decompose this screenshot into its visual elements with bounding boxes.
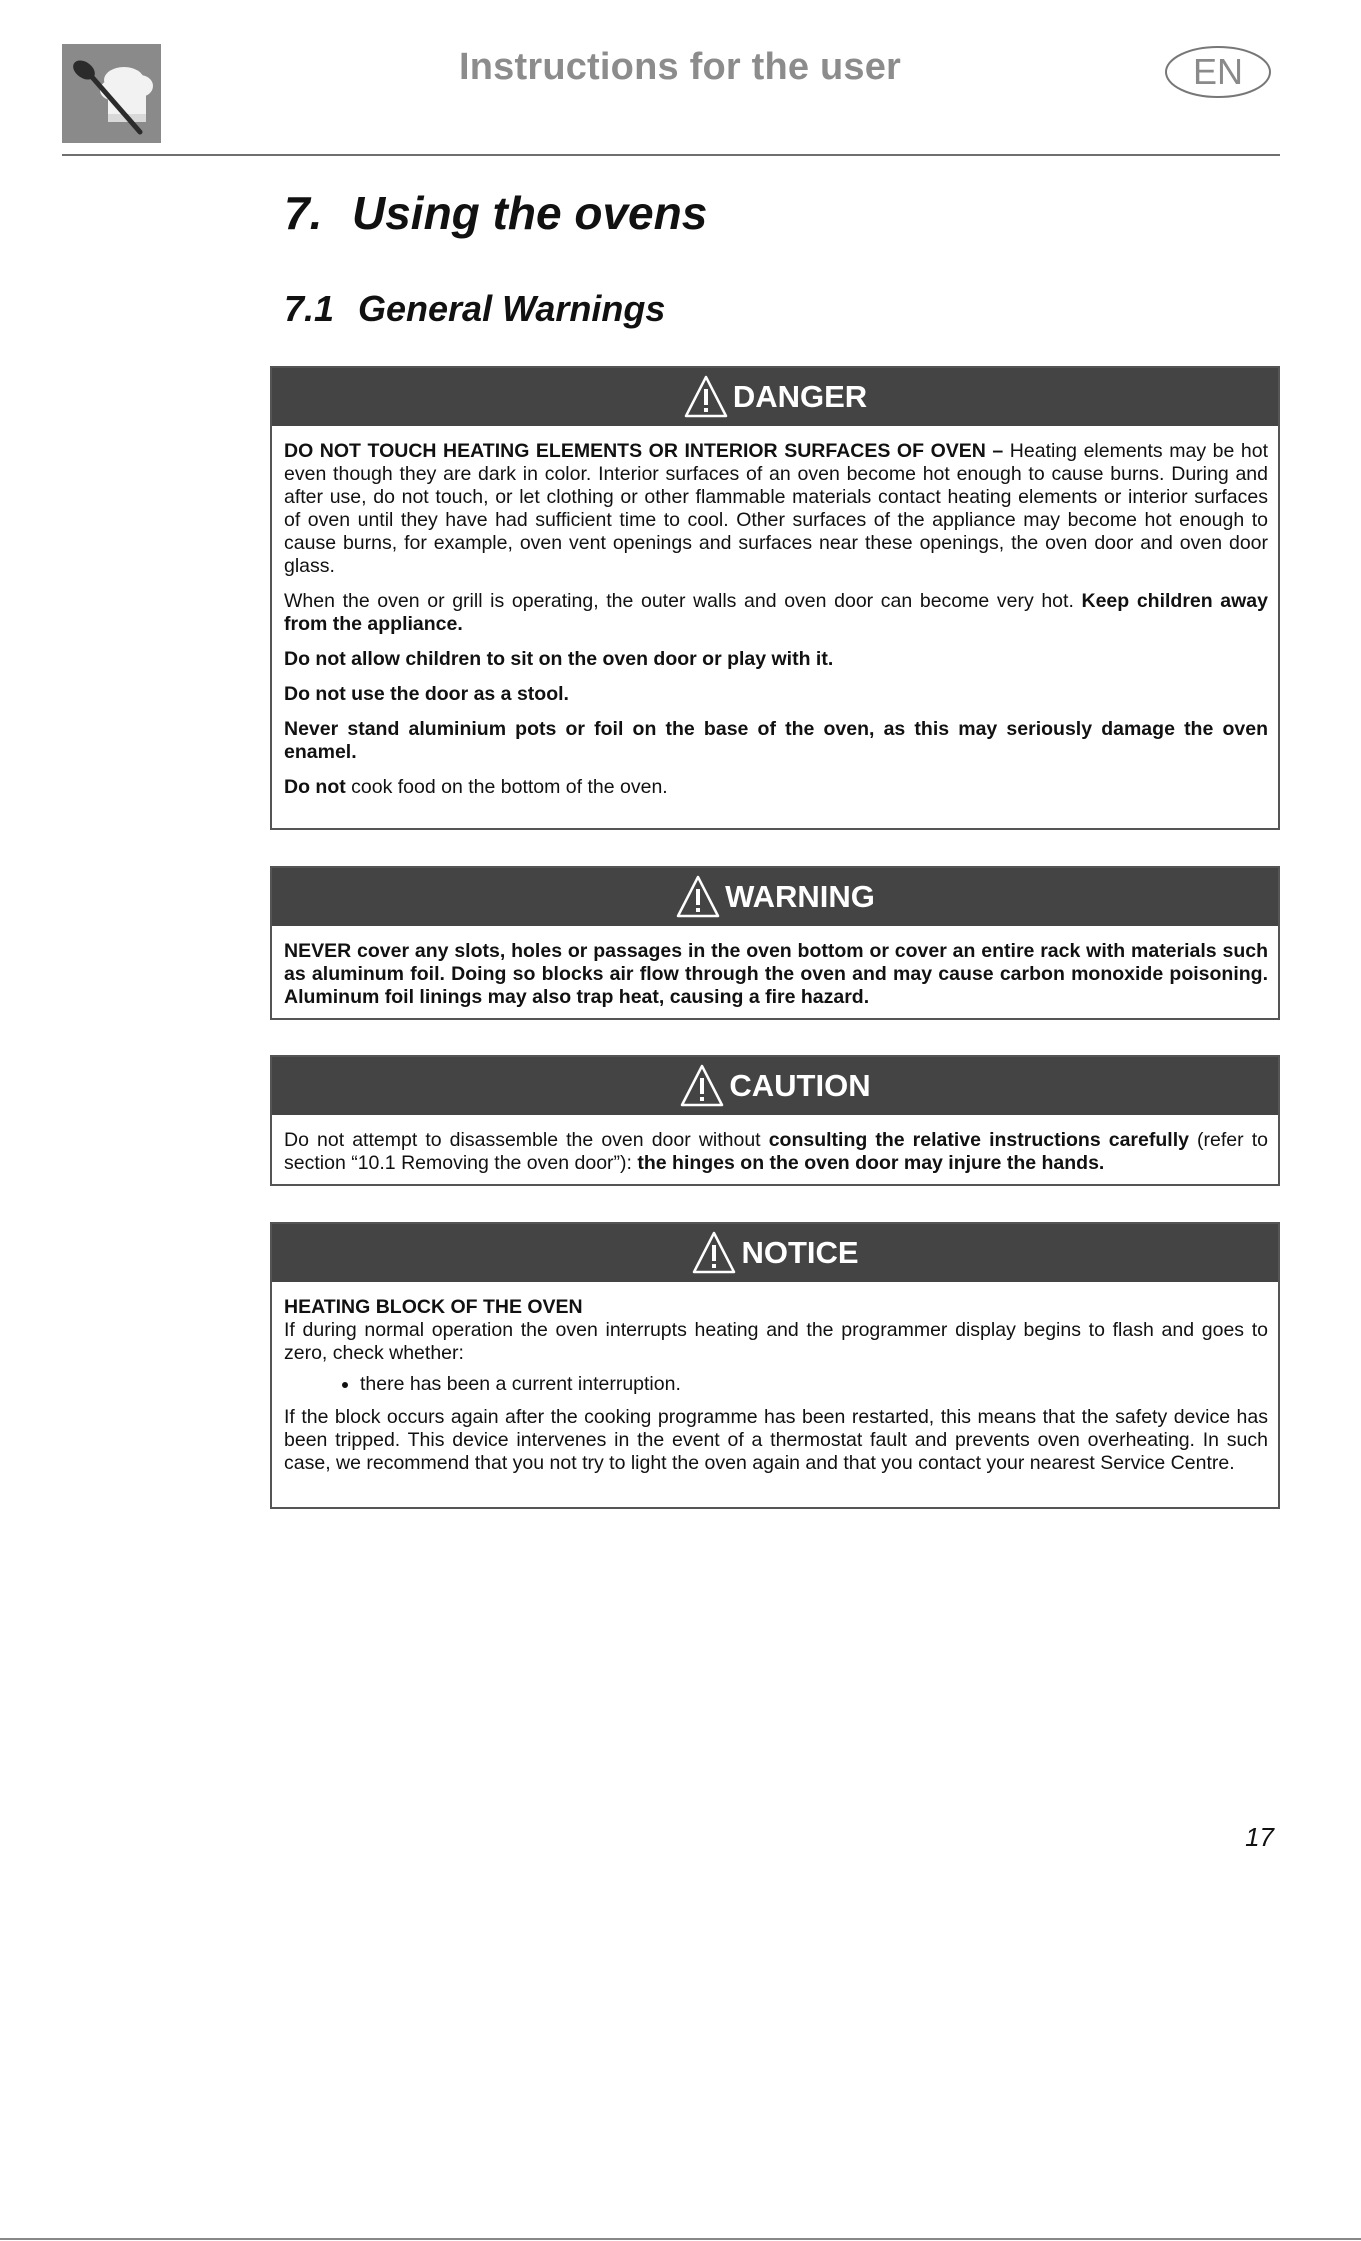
- subsection-heading: [284, 288, 665, 330]
- danger-p1-bold: DO NOT TOUCH HEATING ELEMENTS OR INTERIOR SURFACES OF OVEN –: [284, 440, 1004, 462]
- danger-paragraph: Do not allow children to sit on the oven door or play with it.: [284, 648, 834, 670]
- warning-box: [270, 866, 1280, 1020]
- danger-body: [272, 426, 1278, 809]
- bottom-divider: [0, 2238, 1361, 2240]
- warning-label: WARNING: [725, 879, 875, 914]
- caution-label: CAUTION: [729, 1068, 871, 1103]
- warning-body: [272, 926, 1278, 1019]
- section-heading: [284, 186, 707, 240]
- caution-t1: Do not attempt to disassemble the oven door without: [284, 1129, 769, 1151]
- notice-box: [270, 1222, 1280, 1509]
- danger-paragraph: [284, 440, 1268, 578]
- caution-header: [272, 1057, 1278, 1115]
- page-number: 17: [1245, 1822, 1274, 1852]
- notice-paragraph: If the block occurs again after the cooking programme has been restarted, this means that the safety device has been tripped. This device intervenes in the event of a thermostat fault and prevents oven overheating. In such case, we recommend that you not try to light the oven again and that you contact your nearest Service Centre.: [284, 1406, 1268, 1474]
- warning-triangle-icon: [691, 1230, 737, 1276]
- subsection-number: 7.1: [284, 288, 335, 329]
- danger-box: [270, 366, 1280, 830]
- caution-box: [270, 1055, 1280, 1186]
- notice-body: [272, 1282, 1278, 1493]
- warning-triangle-icon: [675, 874, 721, 920]
- list-item: • there has been a current interruption.: [360, 1373, 1268, 1396]
- danger-p2-text: When the oven or grill is operating, the outer walls and oven door can become very hot.: [284, 590, 1082, 612]
- notice-paragraph: If during normal operation the oven interrupts heating and the programmer display begins to flash and goes to zero, check whether:: [284, 1319, 1268, 1364]
- notice-bullet-list: [284, 1373, 1268, 1396]
- section-number: 7.: [284, 187, 323, 239]
- notice-label: NOTICE: [741, 1235, 859, 1270]
- danger-p6-bold: Do not: [284, 776, 346, 798]
- danger-p1-text: Heating elements may be hot even though they are dark in color. Interior surfaces of an oven become hot enough to cause burns. During and after use, do not touch, or let clothing or other flammable materials contact heating elements or interior surfaces of oven until they have had sufficient time to cool. Other surfaces of the appliance may become hot enough to cause burns, for example, oven vent openings and surfaces near these openings, the oven door and oven door glass.: [284, 440, 1268, 577]
- language-code: EN: [1192, 51, 1243, 92]
- danger-header: [272, 368, 1278, 426]
- danger-label: DANGER: [732, 379, 868, 414]
- header-divider: [62, 154, 1280, 156]
- caution-body: [272, 1115, 1278, 1185]
- language-badge: [1163, 44, 1273, 100]
- warning-paragraph: NEVER cover any slots, holes or passages in the oven bottom or cover an entire rack with materials such as aluminum foil. Doing so blocks air flow through the oven and may cause carbon monoxide poisoning. Aluminum foil linings may also trap heat, causing a fire hazard.: [284, 940, 1268, 1008]
- danger-paragraph: Do not use the door as a stool.: [284, 683, 569, 705]
- warning-triangle-icon: [683, 374, 729, 420]
- caution-paragraph: [284, 1129, 1268, 1175]
- danger-paragraph: [284, 776, 1268, 799]
- warning-triangle-icon: [679, 1063, 725, 1109]
- danger-p6-text: cook food on the bottom of the oven.: [345, 776, 668, 798]
- notice-heading: HEATING BLOCK OF THE OVEN: [284, 1296, 583, 1318]
- danger-paragraph: [284, 590, 1268, 636]
- caution-b1: consulting the relative instructions carefully: [768, 1129, 1189, 1151]
- warning-header: [272, 868, 1278, 926]
- caution-b2: the hinges on the oven door may injure the hands.: [637, 1152, 1105, 1174]
- header-title: Instructions for the user: [458, 46, 902, 88]
- notice-header: [272, 1224, 1278, 1282]
- chef-spoon-logo-icon: [62, 44, 161, 143]
- subsection-title: General Warnings: [358, 288, 666, 329]
- caution-t2: (refer to section “10.1 Removing the oven door”):: [284, 1129, 1268, 1174]
- section-title: Using the ovens: [352, 187, 708, 239]
- danger-paragraph: Never stand aluminium pots or foil on the base of the oven, as this may seriously damage the oven enamel.: [284, 718, 1268, 763]
- danger-p2-bold: Keep children away from the appliance.: [284, 590, 1268, 635]
